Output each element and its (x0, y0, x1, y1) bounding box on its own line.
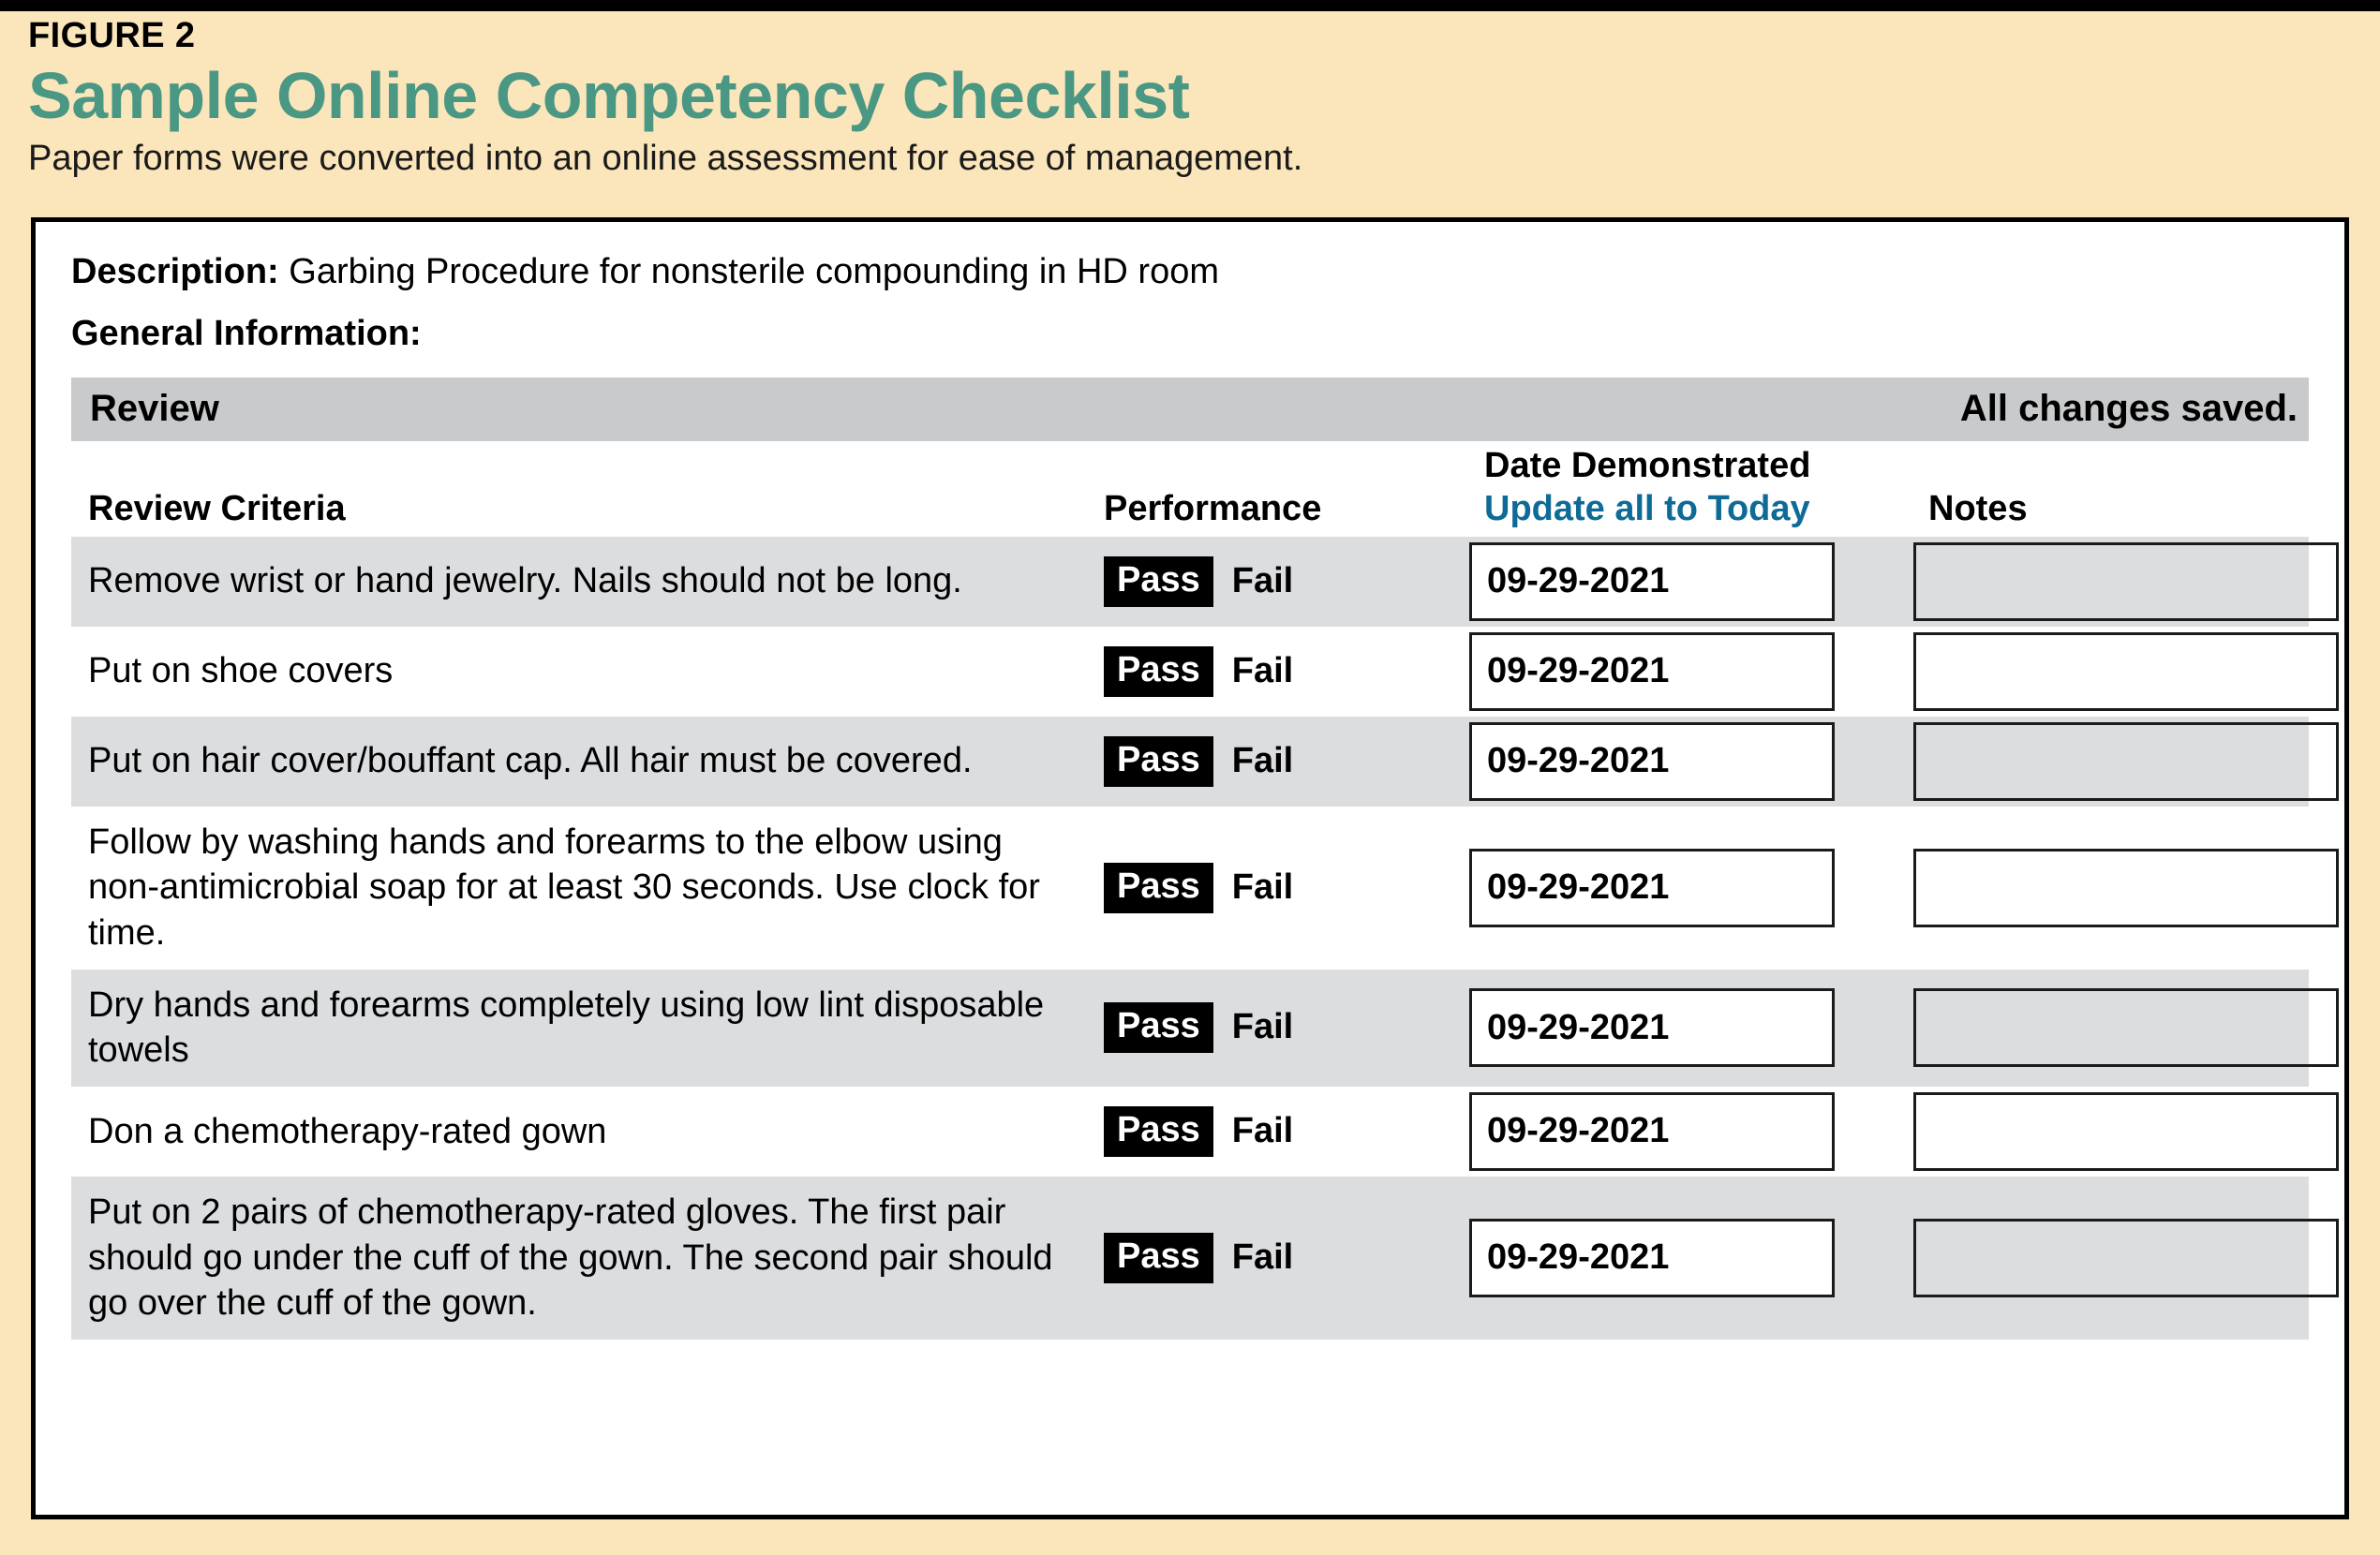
date-cell (1467, 722, 1911, 801)
notes-input[interactable] (1913, 849, 2339, 927)
date-demonstrated-input[interactable]: 09-29-2021 (1469, 1219, 1835, 1297)
fail-button[interactable]: Fail (1231, 1007, 1294, 1047)
performance-toggle-group (1087, 646, 1467, 697)
description-line (71, 243, 2344, 297)
checklist-rows (71, 537, 2309, 1340)
date-cell (1467, 1092, 1911, 1171)
criteria-text: Dry hands and forearms completely using low lint disposable towels (88, 985, 1045, 1071)
table-column-headers (71, 441, 2309, 537)
fail-button[interactable]: Fail (1231, 740, 1294, 780)
checklist-panel (31, 217, 2349, 1519)
general-information-label: General Information: (71, 313, 422, 353)
table-row (71, 970, 2309, 1087)
column-header-date-label: Date Demonstrated (1484, 446, 1811, 486)
pass-button[interactable]: Pass (1104, 863, 1213, 913)
fail-button[interactable]: Fail (1231, 1237, 1294, 1277)
table-row (71, 717, 2309, 807)
table-row (71, 807, 2309, 970)
criteria-text: Put on hair cover/bouffant cap. All hair must be covered. (88, 741, 973, 781)
fail-button[interactable]: Fail (1231, 560, 1294, 600)
notes-cell (1911, 1219, 2339, 1297)
top-rule-divider (0, 0, 2380, 11)
page-title: Sample Online Competency Checklist (28, 58, 1190, 132)
pass-button[interactable]: Pass (1104, 556, 1213, 607)
panel-footer-spacer (36, 1340, 2344, 1366)
figure-subtitle: Paper forms were converted into an online assessment for ease of management. (28, 138, 1303, 178)
notes-cell (1911, 542, 2339, 621)
notes-input[interactable] (1913, 722, 2339, 801)
date-cell (1467, 1219, 1911, 1297)
date-demonstrated-input[interactable]: 09-29-2021 (1469, 632, 1835, 711)
performance-toggle-group (1087, 1106, 1467, 1157)
criteria-text: Follow by washing hands and forearms to the elbow using non-antimicrobial soap for at least 30 seconds. Use clock for time. (88, 822, 1040, 953)
date-demonstrated-input[interactable]: 09-29-2021 (1469, 849, 1835, 927)
notes-cell (1911, 1092, 2339, 1171)
performance-toggle-group (1087, 736, 1467, 787)
notes-cell (1911, 722, 2339, 801)
performance-toggle-group (1087, 1002, 1467, 1053)
fail-button[interactable]: Fail (1231, 1110, 1294, 1150)
review-bar-title: Review (90, 388, 219, 430)
notes-cell (1911, 632, 2339, 711)
review-bar (71, 378, 2309, 441)
notes-input[interactable] (1913, 1092, 2339, 1171)
pass-button[interactable]: Pass (1104, 1106, 1213, 1157)
column-header-date-demonstrated (1484, 447, 1810, 529)
notes-input[interactable] (1913, 632, 2339, 711)
date-demonstrated-input[interactable]: 09-29-2021 (1469, 542, 1835, 621)
notes-input[interactable] (1913, 988, 2339, 1067)
criteria-text: Don a chemotherapy-rated gown (88, 1111, 607, 1151)
notes-input[interactable] (1913, 542, 2339, 621)
date-cell (1467, 632, 1911, 711)
fail-button[interactable]: Fail (1231, 866, 1294, 907)
save-status-text: All changes saved. (1959, 388, 2298, 430)
performance-toggle-group (1087, 863, 1467, 913)
description-value: Garbing Procedure for nonsterile compounding in HD room (289, 252, 1219, 291)
pass-button[interactable]: Pass (1104, 646, 1213, 697)
table-row (71, 627, 2309, 717)
notes-cell (1911, 849, 2339, 927)
date-demonstrated-input[interactable]: 09-29-2021 (1469, 722, 1835, 801)
update-all-to-today-link[interactable]: Update all to Today (1484, 488, 1810, 528)
date-demonstrated-input[interactable]: 09-29-2021 (1469, 988, 1835, 1067)
table-row (71, 537, 2309, 627)
column-header-review-criteria: Review Criteria (88, 488, 346, 528)
fail-button[interactable]: Fail (1231, 650, 1294, 690)
criteria-text: Put on 2 pairs of chemotherapy-rated gloves. The first pair should go under the cuff of the gown. The second pair should go over the cuff of the gown. (88, 1192, 1053, 1324)
performance-toggle-group (1087, 1233, 1467, 1283)
notes-cell (1911, 988, 2339, 1067)
figure-header (28, 17, 2314, 180)
description-label: Description: (71, 252, 279, 291)
date-cell (1467, 849, 1911, 927)
performance-toggle-group (1087, 556, 1467, 607)
column-header-notes: Notes (1928, 488, 2028, 528)
date-cell (1467, 542, 1911, 621)
criteria-text: Put on shoe covers (88, 651, 394, 691)
pass-button[interactable]: Pass (1104, 1233, 1213, 1283)
notes-input[interactable] (1913, 1219, 2339, 1297)
figure-label: FIGURE 2 (28, 16, 196, 55)
pass-button[interactable]: Pass (1104, 736, 1213, 787)
criteria-text: Remove wrist or hand jewelry. Nails should not be long. (88, 561, 962, 601)
table-row (71, 1087, 2309, 1177)
column-header-performance: Performance (1104, 488, 1322, 528)
pass-button[interactable]: Pass (1104, 1002, 1213, 1053)
table-row (71, 1177, 2309, 1340)
date-cell (1467, 988, 1911, 1067)
date-demonstrated-input[interactable]: 09-29-2021 (1469, 1092, 1835, 1171)
